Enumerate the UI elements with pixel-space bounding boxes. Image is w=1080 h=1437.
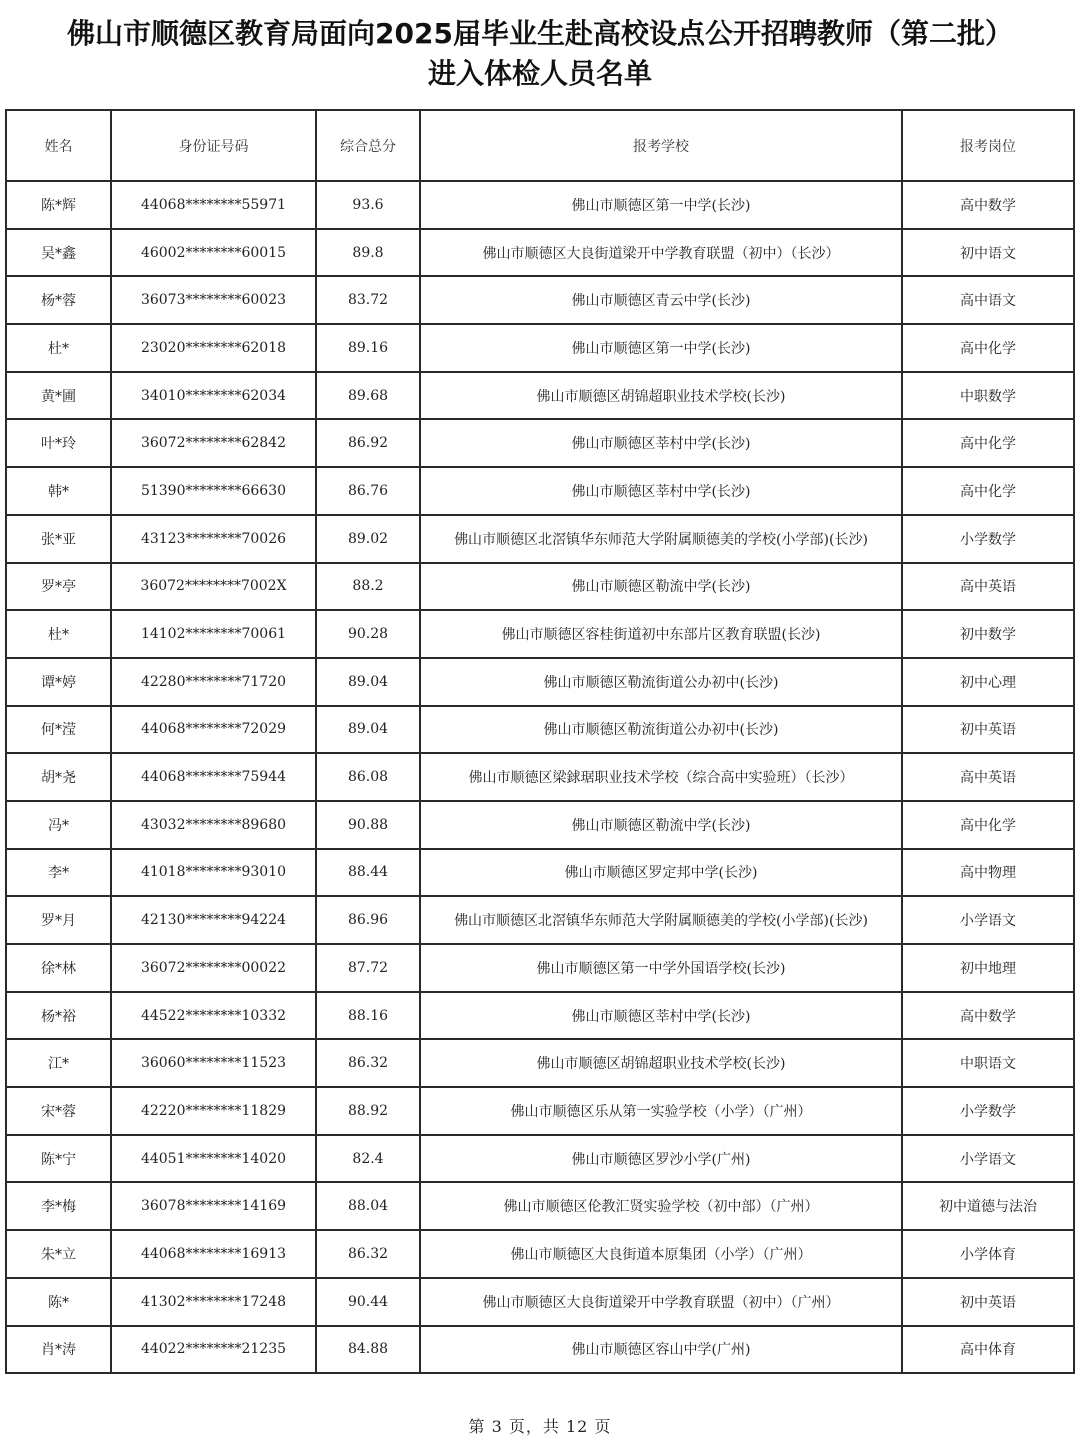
cell-name: 杜* xyxy=(6,324,111,372)
cell-school: 佛山市顺德区罗沙小学(广州) xyxy=(420,1135,902,1183)
cell-name: 谭*婷 xyxy=(6,658,111,706)
cell-id-number: 44068********55971 xyxy=(111,181,316,229)
page-number: 第 3 页，共 12 页 xyxy=(468,1417,612,1436)
cell-school: 佛山市顺德区第一中学(长沙) xyxy=(420,181,902,229)
cell-total-score: 88.44 xyxy=(316,849,420,897)
cell-total-score: 90.28 xyxy=(316,610,420,658)
table-row xyxy=(6,1087,1074,1135)
cell-id-number: 36072********62842 xyxy=(111,419,316,467)
cell-position: 高中数学 xyxy=(902,181,1074,229)
cell-position: 高中化学 xyxy=(902,324,1074,372)
cell-name: 陈*宁 xyxy=(6,1135,111,1183)
cell-total-score: 89.04 xyxy=(316,706,420,754)
cell-total-score: 93.6 xyxy=(316,181,420,229)
cell-school: 佛山市顺德区北滘镇华东师范大学附属顺德美的学校(小学部)(长沙) xyxy=(420,896,902,944)
cell-school: 佛山市顺德区梁銶琚职业技术学校（综合高中实验班）（长沙） xyxy=(420,753,902,801)
page-title xyxy=(0,14,1080,94)
cell-school: 佛山市顺德区勒流中学(长沙) xyxy=(420,801,902,849)
candidate-table xyxy=(5,109,1075,1374)
cell-position: 小学语文 xyxy=(902,1135,1074,1183)
table-row xyxy=(6,563,1074,611)
cell-id-number: 42280********71720 xyxy=(111,658,316,706)
cell-id-number: 44068********75944 xyxy=(111,753,316,801)
cell-school: 佛山市顺德区大良街道梁开中学教育联盟（初中）（广州） xyxy=(420,1278,902,1326)
table-row xyxy=(6,467,1074,515)
cell-id-number: 36072********7002X xyxy=(111,563,316,611)
cell-school: 佛山市顺德区第一中学(长沙) xyxy=(420,324,902,372)
header-row xyxy=(6,110,1074,181)
cell-id-number: 36072********00022 xyxy=(111,944,316,992)
cell-total-score: 84.88 xyxy=(316,1326,420,1374)
table-row xyxy=(6,229,1074,277)
cell-position: 高中物理 xyxy=(902,849,1074,897)
cell-school: 佛山市顺德区乐从第一实验学校（小学）（广州） xyxy=(420,1087,902,1135)
table-row xyxy=(6,1278,1074,1326)
cell-position: 高中化学 xyxy=(902,467,1074,515)
table-row xyxy=(6,944,1074,992)
cell-school: 佛山市顺德区勒流街道公办初中(长沙) xyxy=(420,658,902,706)
cell-total-score: 90.44 xyxy=(316,1278,420,1326)
cell-total-score: 88.04 xyxy=(316,1182,420,1230)
cell-school: 佛山市顺德区容桂街道初中东部片区教育联盟(长沙) xyxy=(420,610,902,658)
cell-total-score: 88.92 xyxy=(316,1087,420,1135)
cell-position: 高中体育 xyxy=(902,1326,1074,1374)
table-row xyxy=(6,896,1074,944)
cell-id-number: 36073********60023 xyxy=(111,276,316,324)
cell-total-score: 89.16 xyxy=(316,324,420,372)
table-row xyxy=(6,801,1074,849)
cell-id-number: 14102********70061 xyxy=(111,610,316,658)
table-row xyxy=(6,706,1074,754)
cell-name: 李*梅 xyxy=(6,1182,111,1230)
cell-name: 韩* xyxy=(6,467,111,515)
header-name: 姓名 xyxy=(6,110,111,181)
cell-total-score: 89.04 xyxy=(316,658,420,706)
cell-school: 佛山市顺德区勒流街道公办初中(长沙) xyxy=(420,706,902,754)
cell-id-number: 42220********11829 xyxy=(111,1087,316,1135)
title-line-2: 进入体检人员名单 xyxy=(427,57,652,90)
cell-name: 黄*圃 xyxy=(6,372,111,420)
cell-name: 江* xyxy=(6,1039,111,1087)
cell-total-score: 89.68 xyxy=(316,372,420,420)
cell-name: 杜* xyxy=(6,610,111,658)
cell-position: 小学数学 xyxy=(902,515,1074,563)
table-header xyxy=(6,110,1074,181)
cell-position: 高中化学 xyxy=(902,419,1074,467)
cell-school: 佛山市顺德区大良街道梁开中学教育联盟（初中）（长沙） xyxy=(420,229,902,277)
title-line-1: 佛山市顺德区教育局面向2025届毕业生赴高校设点公开招聘教师（第二批） xyxy=(67,17,1013,50)
table-row xyxy=(6,753,1074,801)
cell-name: 胡*尧 xyxy=(6,753,111,801)
cell-total-score: 90.88 xyxy=(316,801,420,849)
cell-total-score: 86.76 xyxy=(316,467,420,515)
cell-position: 高中英语 xyxy=(902,753,1074,801)
cell-school: 佛山市顺德区北滘镇华东师范大学附属顺德美的学校(小学部)(长沙) xyxy=(420,515,902,563)
cell-name: 张*亚 xyxy=(6,515,111,563)
cell-id-number: 41302********17248 xyxy=(111,1278,316,1326)
cell-total-score: 86.08 xyxy=(316,753,420,801)
cell-total-score: 89.8 xyxy=(316,229,420,277)
table-row xyxy=(6,658,1074,706)
cell-school: 佛山市顺德区第一中学外国语学校(长沙) xyxy=(420,944,902,992)
table-row xyxy=(6,324,1074,372)
cell-id-number: 36060********11523 xyxy=(111,1039,316,1087)
cell-total-score: 88.2 xyxy=(316,563,420,611)
cell-position: 初中数学 xyxy=(902,610,1074,658)
cell-id-number: 43032********89680 xyxy=(111,801,316,849)
cell-position: 高中数学 xyxy=(902,992,1074,1040)
cell-position: 初中心理 xyxy=(902,658,1074,706)
cell-id-number: 41018********93010 xyxy=(111,849,316,897)
cell-school: 佛山市顺德区莘村中学(长沙) xyxy=(420,467,902,515)
table-row xyxy=(6,1230,1074,1278)
table-row xyxy=(6,1182,1074,1230)
cell-total-score: 82.4 xyxy=(316,1135,420,1183)
cell-total-score: 89.02 xyxy=(316,515,420,563)
cell-position: 初中英语 xyxy=(902,706,1074,754)
cell-total-score: 86.32 xyxy=(316,1039,420,1087)
table-row xyxy=(6,515,1074,563)
cell-id-number: 46002********60015 xyxy=(111,229,316,277)
cell-id-number: 42130********94224 xyxy=(111,896,316,944)
cell-school: 佛山市顺德区伦教汇贤实验学校（初中部）（广州） xyxy=(420,1182,902,1230)
table-body xyxy=(6,181,1074,1373)
table-row xyxy=(6,372,1074,420)
cell-id-number: 44068********72029 xyxy=(111,706,316,754)
cell-id-number: 44522********10332 xyxy=(111,992,316,1040)
header-id-number: 身份证号码 xyxy=(111,110,316,181)
cell-name: 杨*蓉 xyxy=(6,276,111,324)
cell-id-number: 23020********62018 xyxy=(111,324,316,372)
cell-school: 佛山市顺德区胡锦超职业技术学校(长沙) xyxy=(420,1039,902,1087)
cell-position: 高中英语 xyxy=(902,563,1074,611)
cell-total-score: 83.72 xyxy=(316,276,420,324)
table-row xyxy=(6,1039,1074,1087)
cell-school: 佛山市顺德区青云中学(长沙) xyxy=(420,276,902,324)
cell-position: 初中地理 xyxy=(902,944,1074,992)
table-row xyxy=(6,992,1074,1040)
cell-school: 佛山市顺德区容山中学(广州) xyxy=(420,1326,902,1374)
cell-name: 冯* xyxy=(6,801,111,849)
cell-total-score: 87.72 xyxy=(316,944,420,992)
cell-id-number: 44022********21235 xyxy=(111,1326,316,1374)
cell-name: 肖*涛 xyxy=(6,1326,111,1374)
cell-name: 罗*月 xyxy=(6,896,111,944)
cell-position: 小学语文 xyxy=(902,896,1074,944)
cell-total-score: 86.32 xyxy=(316,1230,420,1278)
cell-name: 叶*玲 xyxy=(6,419,111,467)
cell-school: 佛山市顺德区勒流中学(长沙) xyxy=(420,563,902,611)
cell-name: 宋*蓉 xyxy=(6,1087,111,1135)
cell-name: 李* xyxy=(6,849,111,897)
table-row xyxy=(6,1326,1074,1374)
cell-position: 初中道德与法治 xyxy=(902,1182,1074,1230)
header-position: 报考岗位 xyxy=(902,110,1074,181)
cell-name: 杨*裕 xyxy=(6,992,111,1040)
header-school: 报考学校 xyxy=(420,110,902,181)
cell-position: 初中语文 xyxy=(902,229,1074,277)
table-row xyxy=(6,419,1074,467)
cell-school: 佛山市顺德区大良街道本原集团（小学）（广州） xyxy=(420,1230,902,1278)
cell-id-number: 36078********14169 xyxy=(111,1182,316,1230)
cell-school: 佛山市顺德区胡锦超职业技术学校(长沙) xyxy=(420,372,902,420)
table-row xyxy=(6,1135,1074,1183)
cell-id-number: 44068********16913 xyxy=(111,1230,316,1278)
table-row xyxy=(6,181,1074,229)
cell-name: 何*滢 xyxy=(6,706,111,754)
cell-id-number: 43123********70026 xyxy=(111,515,316,563)
cell-position: 初中英语 xyxy=(902,1278,1074,1326)
cell-name: 朱*立 xyxy=(6,1230,111,1278)
cell-total-score: 86.92 xyxy=(316,419,420,467)
cell-school: 佛山市顺德区罗定邦中学(长沙) xyxy=(420,849,902,897)
cell-total-score: 88.16 xyxy=(316,992,420,1040)
cell-id-number: 34010********62034 xyxy=(111,372,316,420)
cell-id-number: 44051********14020 xyxy=(111,1135,316,1183)
cell-name: 罗*亭 xyxy=(6,563,111,611)
cell-position: 高中语文 xyxy=(902,276,1074,324)
table-row xyxy=(6,849,1074,897)
cell-school: 佛山市顺德区莘村中学(长沙) xyxy=(420,992,902,1040)
cell-name: 吴*鑫 xyxy=(6,229,111,277)
cell-position: 小学体育 xyxy=(902,1230,1074,1278)
table-row xyxy=(6,276,1074,324)
cell-name: 陈*辉 xyxy=(6,181,111,229)
header-total-score: 综合总分 xyxy=(316,110,420,181)
cell-id-number: 51390********66630 xyxy=(111,467,316,515)
cell-name: 陈* xyxy=(6,1278,111,1326)
table-row xyxy=(6,610,1074,658)
cell-school: 佛山市顺德区莘村中学(长沙) xyxy=(420,419,902,467)
cell-position: 中职数学 xyxy=(902,372,1074,420)
cell-total-score: 86.96 xyxy=(316,896,420,944)
cell-position: 中职语文 xyxy=(902,1039,1074,1087)
cell-position: 小学数学 xyxy=(902,1087,1074,1135)
cell-name: 徐*林 xyxy=(6,944,111,992)
cell-position: 高中化学 xyxy=(902,801,1074,849)
